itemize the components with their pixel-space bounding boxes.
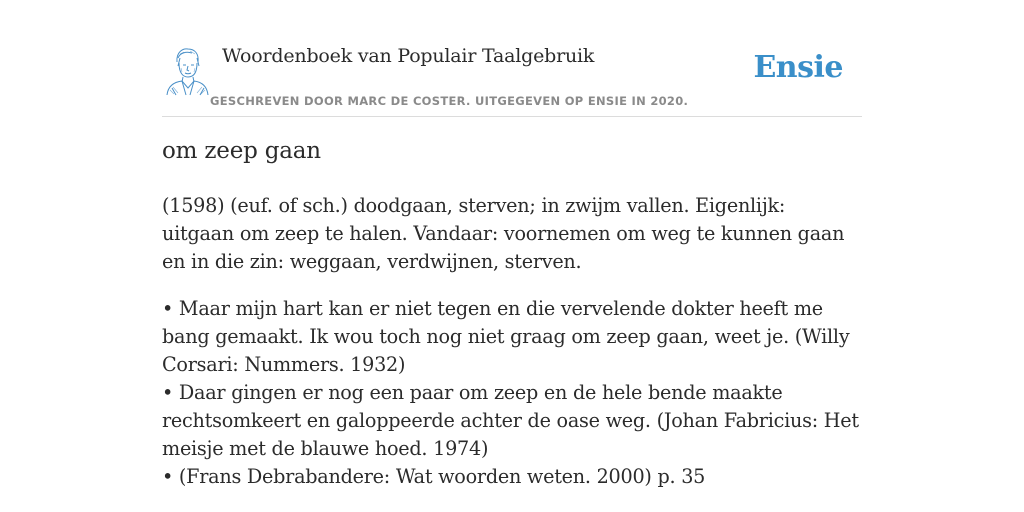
entry-definition: (1598) (euf. of sch.) doodgaan, sterven; in zwijm vallen. Eigenlijk: uitgaan om zeep te halen. Vandaar: voornemen om weg te kunnen gaan en in die zin: weggaan, verdwijnen, sterven. <box>162 194 845 273</box>
entry-title: om zeep gaan <box>162 138 321 164</box>
header <box>162 0 862 117</box>
author-portrait-icon <box>164 46 210 96</box>
book-title[interactable]: Woordenboek van Populair Taalgebruik <box>222 45 595 67</box>
example-item: • (Frans Debrabandere: Wat woorden weten. 2000) p. 35 <box>162 463 862 491</box>
example-list <box>162 295 862 491</box>
page <box>162 0 862 512</box>
example-item: • Maar mijn hart kan er niet tegen en die vervelende dokter heeft me bang gemaakt. Ik wou toch nog niet graag om zeep gaan, weet je. (Willy Corsari: Nummers. 1932) <box>162 295 862 379</box>
example-item: • Daar gingen er nog een paar om zeep en de hele bende maakte rechtsomkeert en galoppeerde achter de oase weg. (Johan Fabricius: Het meisje met de blauwe hoed. 1974) <box>162 379 862 463</box>
ensie-logo-link[interactable]: Ensie <box>753 50 843 85</box>
byline: GESCHREVEN DOOR MARC DE COSTER. UITGEGEVEN OP ENSIE IN 2020. <box>210 94 689 108</box>
